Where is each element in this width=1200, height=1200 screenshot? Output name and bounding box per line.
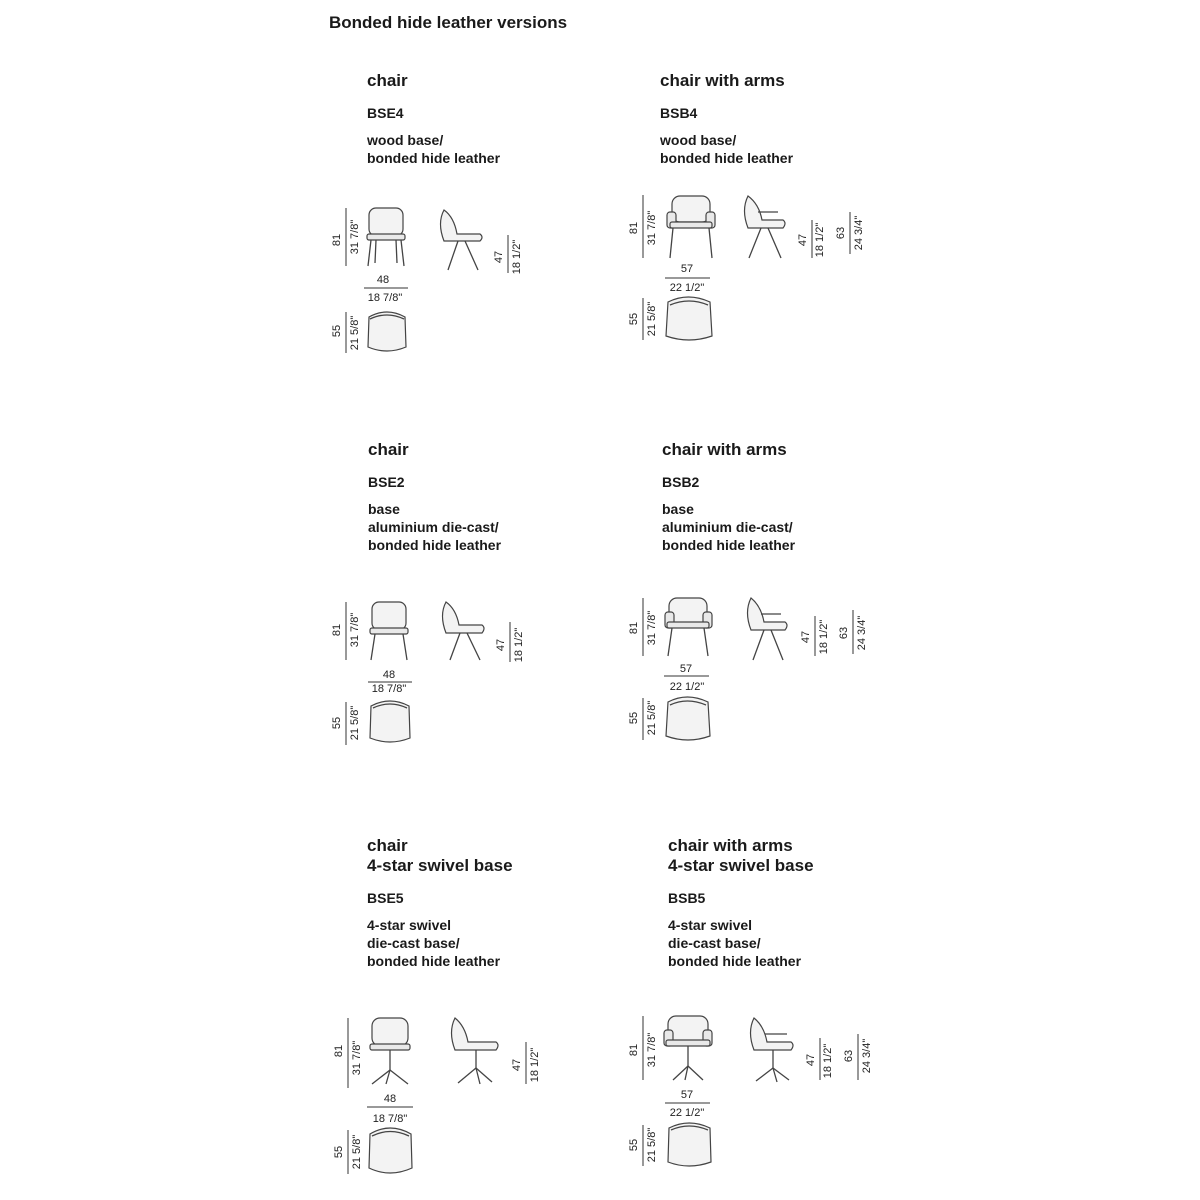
description-line: wood base/ <box>367 132 444 148</box>
product-bsb4 <box>660 71 930 167</box>
width-cm: 57 <box>679 663 693 675</box>
arm-cm: 63 <box>838 626 850 640</box>
chair-side-view-icon <box>441 210 483 270</box>
depth-in: 21 5/8" <box>351 1134 363 1170</box>
product-bse4 <box>367 71 637 167</box>
heading-line: 4-star swivel base <box>367 856 513 875</box>
description-line: base <box>662 501 694 517</box>
depth-cm: 55 <box>331 716 343 730</box>
width-cm: 57 <box>680 263 694 275</box>
seat-in: 18 1/2" <box>814 222 826 258</box>
product-description <box>368 500 638 554</box>
arm-cm: 63 <box>843 1049 855 1063</box>
seat-cm: 47 <box>805 1053 817 1067</box>
description-line: 4-star swivel <box>367 917 452 933</box>
heading-line: chair with arms <box>660 71 785 90</box>
description-line: aluminium die-cast/ <box>662 519 793 535</box>
arm-in: 24 3/4" <box>853 215 865 251</box>
width-in: 18 7/8" <box>371 683 407 695</box>
height-cm: 81 <box>333 1044 345 1058</box>
product-description <box>367 916 637 970</box>
heading-line: 4-star swivel base <box>668 856 814 875</box>
swivel-chair-top-view-icon <box>369 1128 412 1173</box>
chair-top-view-icon <box>370 701 410 742</box>
description-line: bonded hide leather <box>367 150 501 166</box>
heading-line: chair <box>367 71 408 90</box>
swivel-armchair-side-view-icon <box>751 1018 794 1082</box>
product-description <box>662 500 932 554</box>
description-line: bonded hide leather <box>668 953 802 969</box>
depth-in: 21 5/8" <box>349 705 361 741</box>
depth-in: 21 5/8" <box>646 700 658 736</box>
seat-in: 18 1/2" <box>511 239 523 275</box>
depth-cm: 55 <box>331 324 343 338</box>
height-in: 31 7/8" <box>349 219 361 255</box>
height-cm: 81 <box>331 233 343 247</box>
description-line: die-cast base/ <box>668 935 761 951</box>
product-bse5 <box>367 836 637 970</box>
product-code: BSB5 <box>668 890 706 906</box>
seat-cm: 47 <box>495 638 507 652</box>
height-cm: 81 <box>628 1043 640 1057</box>
product-bse2 <box>368 440 638 554</box>
product-description <box>660 131 930 167</box>
description-line: bonded hide leather <box>368 537 502 553</box>
product-heading <box>367 836 637 876</box>
dimension-drawing-bse2 <box>320 590 540 755</box>
seat-cm: 47 <box>800 630 812 644</box>
product-code: BSE2 <box>368 474 405 490</box>
height-cm: 81 <box>628 221 640 235</box>
product-heading <box>368 440 638 460</box>
arm-cm: 63 <box>835 226 847 240</box>
height-cm: 81 <box>331 623 343 637</box>
depth-cm: 55 <box>628 312 640 326</box>
swivel-armchair-top-view-icon <box>668 1123 711 1166</box>
description-line: die-cast base/ <box>367 935 460 951</box>
height-cm: 81 <box>628 621 640 635</box>
product-code: BSE4 <box>367 105 404 121</box>
depth-in: 21 5/8" <box>349 315 361 351</box>
depth-in: 21 5/8" <box>646 301 658 337</box>
depth-cm: 55 <box>333 1145 345 1159</box>
product-heading <box>668 836 938 876</box>
dimension-drawing-bsb4 <box>615 190 875 355</box>
width-cm: 48 <box>382 669 396 681</box>
seat-cm: 47 <box>511 1058 523 1072</box>
armchair-side-view-icon <box>748 598 788 660</box>
product-code: BSB4 <box>660 105 698 121</box>
seat-in: 18 1/2" <box>818 619 830 655</box>
description-line: bonded hide leather <box>367 953 501 969</box>
width-in: 18 7/8" <box>367 292 403 304</box>
arm-in: 24 3/4" <box>861 1038 873 1074</box>
seat-cm: 47 <box>797 233 809 247</box>
heading-line: chair <box>367 836 408 855</box>
swivel-armchair-front-view-icon <box>664 1016 712 1080</box>
armchair-top-view-icon <box>666 697 710 740</box>
height-in: 31 7/8" <box>646 1032 658 1068</box>
product-bsb2 <box>662 440 932 554</box>
chair-front-view-icon <box>370 602 408 660</box>
dimension-drawing-bsb2 <box>615 590 880 755</box>
armchair-side-view-icon <box>745 196 786 258</box>
chair-top-view-icon <box>368 312 406 351</box>
depth-cm: 55 <box>628 711 640 725</box>
height-in: 31 7/8" <box>646 210 658 246</box>
swivel-chair-front-view-icon <box>370 1018 410 1084</box>
heading-line: chair <box>368 440 409 459</box>
product-heading <box>660 71 930 91</box>
swivel-chair-side-view-icon <box>452 1018 499 1084</box>
seat-cm: 47 <box>493 250 505 264</box>
product-heading <box>367 71 637 91</box>
description-line: bonded hide leather <box>662 537 796 553</box>
dimension-drawing-bse4 <box>320 195 540 365</box>
seat-in: 18 1/2" <box>529 1047 541 1083</box>
arm-in: 24 3/4" <box>856 615 868 651</box>
heading-line: chair with arms <box>662 440 787 459</box>
seat-in: 18 1/2" <box>513 627 525 663</box>
armchair-top-view-icon <box>666 297 712 340</box>
chair-side-view-icon <box>443 602 485 660</box>
height-in: 31 7/8" <box>349 612 361 648</box>
product-heading <box>662 440 932 460</box>
depth-in: 21 5/8" <box>646 1127 658 1163</box>
width-in: 22 1/2" <box>669 282 705 294</box>
armchair-front-view-icon <box>667 196 715 258</box>
dimension-drawing-bsb5 <box>615 1008 885 1178</box>
product-description <box>668 916 938 970</box>
armchair-front-view-icon <box>665 598 712 656</box>
product-code: BSE5 <box>367 890 404 906</box>
product-bsb5 <box>668 836 938 970</box>
seat-in: 18 1/2" <box>822 1043 834 1079</box>
heading-line: chair with arms <box>668 836 793 855</box>
page-title: Bonded hide leather versions <box>329 13 568 32</box>
height-in: 31 7/8" <box>351 1040 363 1076</box>
description-line: base <box>368 501 400 517</box>
width-in: 22 1/2" <box>669 681 705 693</box>
width-cm: 57 <box>680 1089 694 1101</box>
width-cm: 48 <box>376 274 390 286</box>
description-line: wood base/ <box>660 132 737 148</box>
width-cm: 48 <box>383 1093 397 1105</box>
product-code: BSB2 <box>662 474 700 490</box>
description-line: 4-star swivel <box>668 917 753 933</box>
width-in: 18 7/8" <box>372 1113 408 1125</box>
product-description <box>367 131 637 167</box>
width-in: 22 1/2" <box>669 1107 705 1119</box>
description-line: bonded hide leather <box>660 150 794 166</box>
dimension-drawing-bse5 <box>320 1008 545 1188</box>
depth-cm: 55 <box>628 1138 640 1152</box>
height-in: 31 7/8" <box>646 610 658 646</box>
description-line: aluminium die-cast/ <box>368 519 499 535</box>
chair-front-view-icon <box>367 208 405 266</box>
